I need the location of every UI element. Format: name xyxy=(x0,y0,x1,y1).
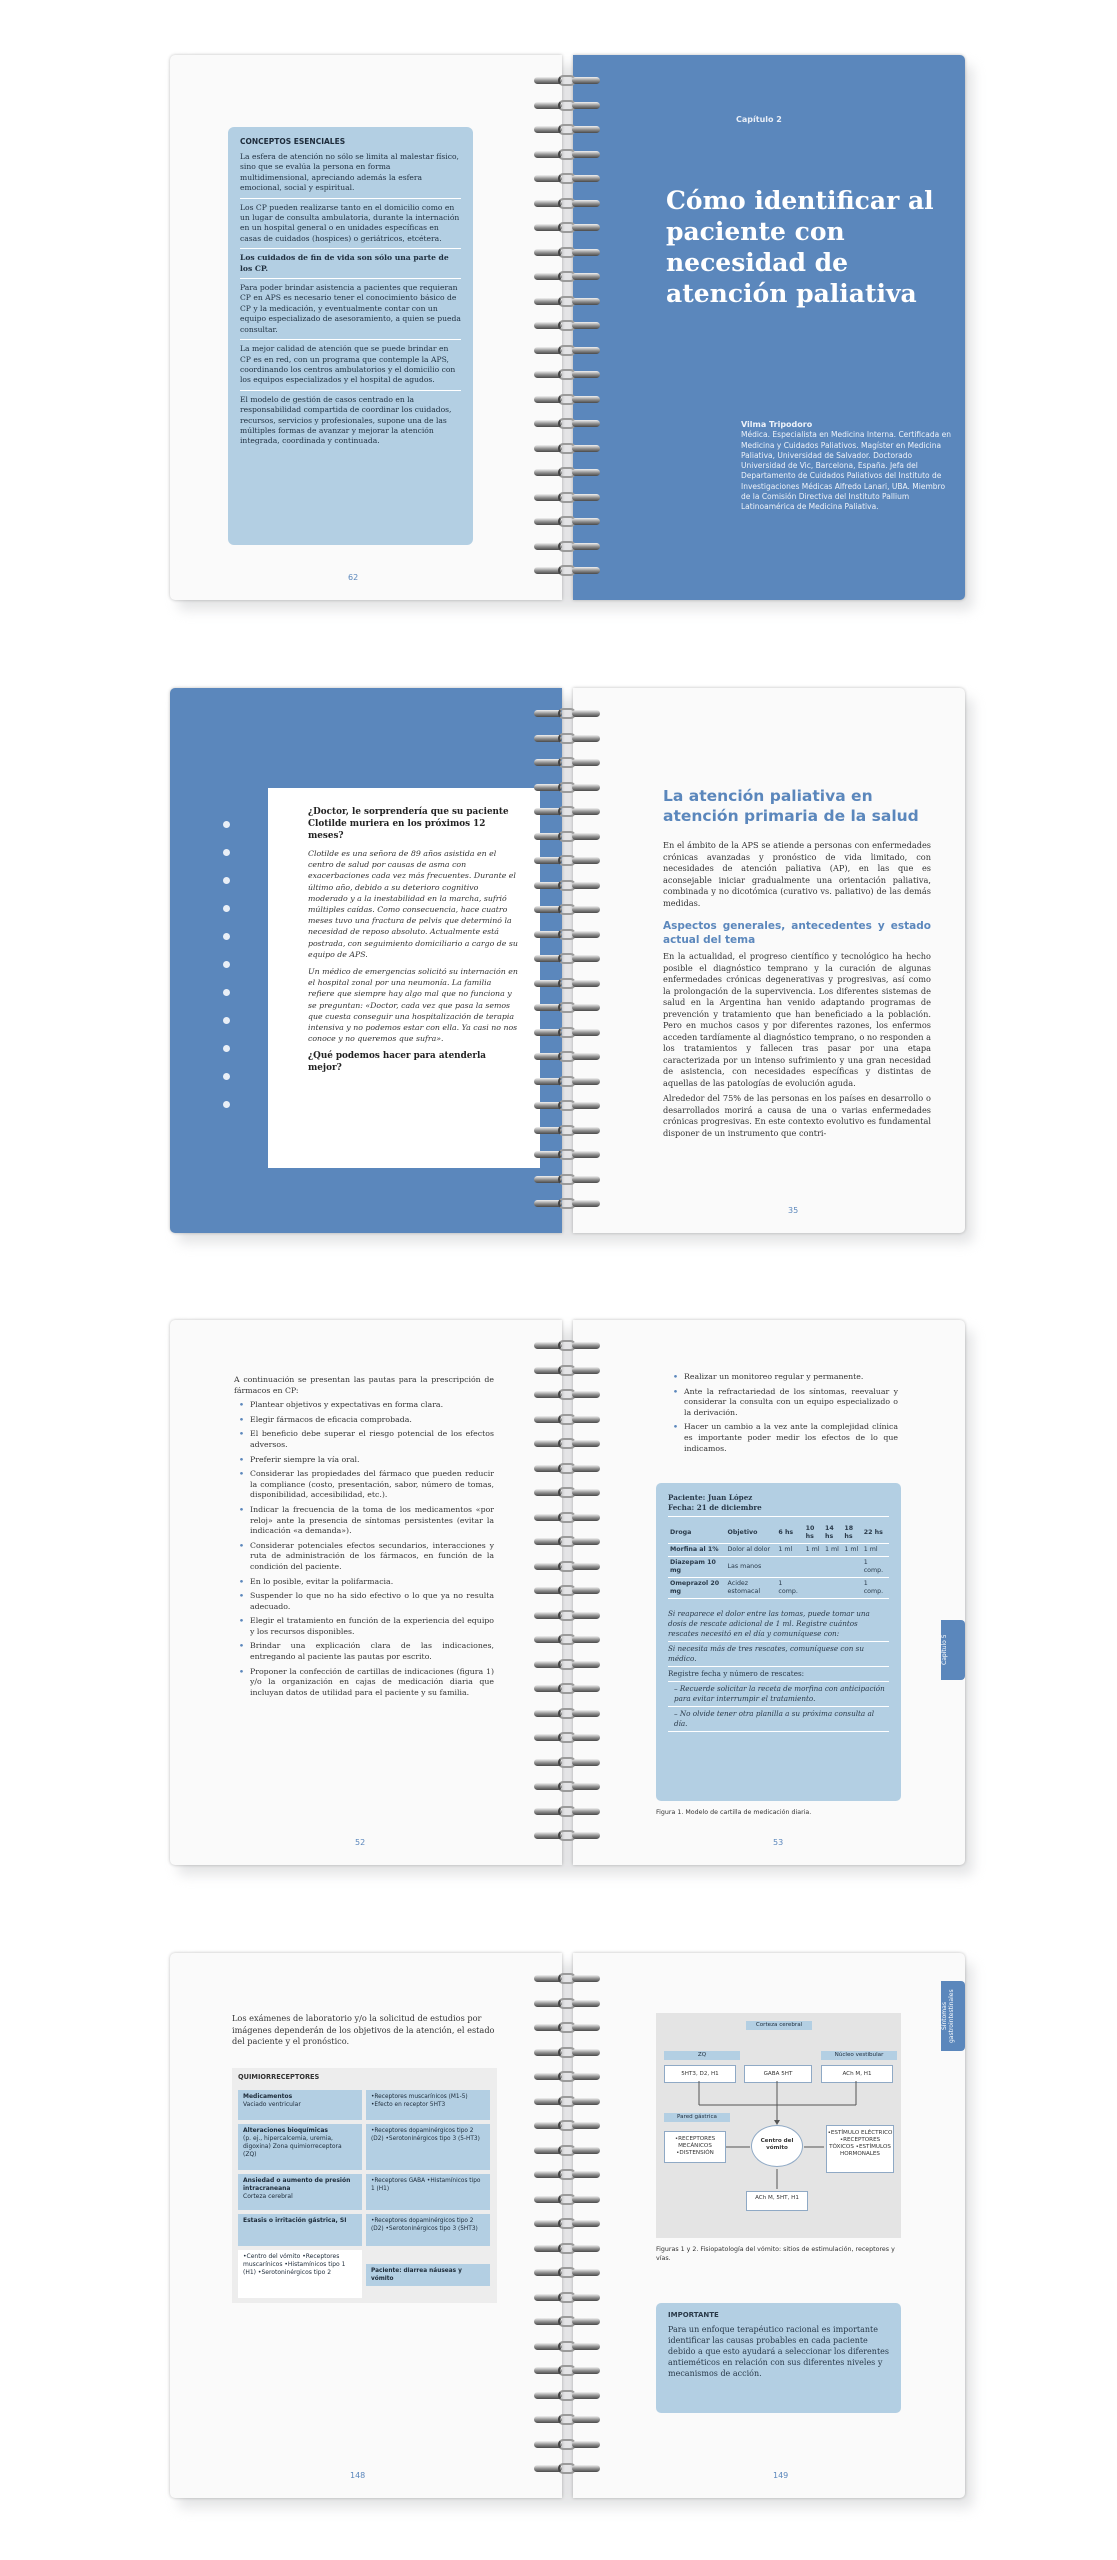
spiral-coil xyxy=(534,443,600,455)
table-header: Objetivo xyxy=(726,1523,777,1544)
diagram-node: ACh M, 5HT, H1 xyxy=(746,2191,808,2211)
spiral-coil xyxy=(534,2439,600,2451)
spiral-coil xyxy=(534,418,600,430)
case-card xyxy=(268,788,540,1168)
spiral-coil xyxy=(534,1365,600,1377)
concept-item: Para poder brindar asistencia a pacientes que requieran CP en APS es necesario tener el conocimiento básico de CP y la medicación, y eventualmente contar con un equipo especializado de asesoramiento, a quien se pueda consultar. xyxy=(240,283,461,340)
spiral-coil xyxy=(534,320,600,332)
spiral-coil xyxy=(534,953,600,965)
list-item: • Realizar un monitoreo regular y permanente. xyxy=(684,1372,898,1383)
spiral-coil xyxy=(534,1512,600,1524)
concept-item: Los CP pueden realizarse tanto en el domicilio como en un lugar de consulta ambulatoria, durante la internación en un hospital general o en unidades específicas en casas de cuidados (hospices) o geriátricos, etcétera. xyxy=(240,203,461,250)
vomiting-pathway-diagram xyxy=(656,2013,901,2238)
card-note: – No olvide tener otra planilla a su próxima consulta al día. xyxy=(668,1707,889,1732)
spiral-coil xyxy=(534,2218,600,2230)
spiral-coil xyxy=(534,2047,600,2059)
spiral-coil xyxy=(534,2292,600,2304)
spiral-coil xyxy=(534,782,600,794)
list-item: • Indicar la frecuencia de la toma de los medicamentos «por reloj» ante la presencia de síntomas persistentes (evitar la indicación «a demanda»). xyxy=(250,1505,494,1537)
spiral-coil xyxy=(534,1414,600,1426)
page-number: 149 xyxy=(773,2471,789,2480)
spiral-coil xyxy=(534,2096,600,2108)
card-note: Registre fecha y número de rescates: xyxy=(668,1667,889,1682)
spiral-coil xyxy=(534,1027,600,1039)
receptor-row: Alteraciones bioquímicas (p. ej., hipercalcemia, uremia, digoxina) Zona quimiorreceptora (ZQ) •Receptores dopaminérgicos tipo 2 (D2) •Serotoninérgicos tipo 3 (5-HT3) xyxy=(238,2124,490,2170)
spiral-coil xyxy=(534,2463,600,2475)
list-item: • Proponer la confección de cartillas de indicaciones (figura 1) y/o la organización en cajas de medicación diaria que incluyan datos de utilidad para el paciente y su familia. xyxy=(250,1667,494,1699)
date-line: Fecha: 21 de diciembre xyxy=(668,1503,889,1517)
important-heading: IMPORTANTE xyxy=(668,2311,719,2319)
spiral-coil xyxy=(534,271,600,283)
panel-heading: QUIMIORRECEPTORES xyxy=(238,2073,320,2081)
spiral-coil xyxy=(534,198,600,210)
right-page xyxy=(573,1953,965,2498)
right-page xyxy=(573,1320,965,1865)
spiral-coil xyxy=(534,394,600,406)
card-note: Si reaparece el dolor entre las tomas, puede tomar una dosis de rescate adicional de 1 ml. Registre cuántos rescates necesitó en el día y comuníquese con: xyxy=(668,1607,889,1642)
left-page xyxy=(170,1320,562,1865)
spiral-coil xyxy=(534,733,600,745)
page-number: 148 xyxy=(350,2471,366,2480)
spiral-coil xyxy=(534,565,600,577)
diagram-node: Centro del vómito xyxy=(751,2125,803,2167)
page-number: 62 xyxy=(348,573,359,582)
spiral-coil xyxy=(534,1149,600,1161)
spiral-coil xyxy=(534,75,600,87)
spiral-coil xyxy=(534,1536,600,1548)
paragraph: Los exámenes de laboratorio y/o la solicitud de estudios por imágenes dependerán de los objetivos de la atención, el estado del paciente y el pronóstico. xyxy=(232,2013,495,2046)
spiral-coil xyxy=(534,2390,600,2402)
spiral-coil xyxy=(534,2169,600,2181)
right-page xyxy=(573,688,965,1233)
spiral-coil xyxy=(534,1732,600,1744)
left-page xyxy=(170,1953,562,2498)
chapter-side-tab: Capítulo 5 xyxy=(941,1620,965,1680)
spiral-coil xyxy=(534,1998,600,2010)
spiral-coil xyxy=(534,1174,600,1186)
spiral-coil xyxy=(534,1634,600,1646)
page-number: 35 xyxy=(788,1206,799,1215)
list-item: • Ante la refractariedad de los síntomas, reevaluar y considerar la consulta con un equipo especializado o la derivación. xyxy=(684,1387,898,1419)
spiral-coil xyxy=(534,1781,600,1793)
spiral-coil xyxy=(534,1830,600,1842)
spiral-coil xyxy=(534,492,600,504)
list-item: • Considerar potenciales efectos secundarios, interacciones y ruta de administración de los fármacos, en función de la condición del paciente. xyxy=(250,1541,494,1573)
list-item: • Plantear objetivos y expectativas en forma clara. xyxy=(250,1400,494,1411)
spiral-binding xyxy=(534,708,600,1223)
table-header: 14 hs xyxy=(823,1523,842,1544)
important-box xyxy=(656,2303,901,2413)
diagram-node: •RECEPTORES MECÁNICOS •DISTENSIÓN xyxy=(664,2131,726,2163)
diagram-node: GABA 5HT xyxy=(744,2065,812,2083)
case-paragraph: Clotilde es una señora de 89 años asistida en el centro de salud por causas de asma con exacerbaciones cada vez más frecuentes. Durante el último año, debido a su deterioro cognitivo moderado y a la inestabilidad en la marcha, sufrió múltiples caídas. Como consecuencia, hace cuatro meses tuvo una fractura de pelvis que determinó la necesidad de reposo absoluto. Actualmente está postrada, con seguimiento domiciliario a cargo de su equipo de APS. xyxy=(308,849,518,959)
spiral-coil xyxy=(534,880,600,892)
diagram-label: Pared gástrica xyxy=(664,2113,730,2122)
spiral-binding xyxy=(534,1973,600,2488)
spiral-coil xyxy=(534,1125,600,1137)
spiral-coil xyxy=(534,2194,600,2206)
spiral-coil xyxy=(534,1585,600,1597)
essential-concepts-box xyxy=(228,127,473,545)
spiral-coil xyxy=(534,173,600,185)
table-row: Morfina al 1% Dolor al dolor 1 ml 1 ml 1 ml 1 ml 1 ml xyxy=(668,1544,889,1557)
author-name: Vilma Tripodoro xyxy=(741,420,813,429)
table-row: Omeprazol 20 mg Acidez estomacal 1 comp. 1 comp. xyxy=(668,1578,889,1599)
spiral-coil xyxy=(534,149,600,161)
chapter-label: Capítulo 2 xyxy=(736,115,782,124)
spiral-coil xyxy=(534,929,600,941)
list-item: • Hacer un cambio a la vez ante la complejidad clínica es importante poder medir los efectos de lo que indicamos. xyxy=(684,1422,898,1454)
important-text: Para un enfoque terapéutico racional es importante identificar las causas probables en cada paciente debido a que esto ayudará a seleccionar los diferentes antieméticos en relación con sus diferentes niveles y mecanismos de acción. xyxy=(668,2325,889,2378)
spiral-coil xyxy=(534,541,600,553)
left-page xyxy=(170,55,562,600)
list-item: • Considerar las propiedades del fármaco que pueden reducir la compliance (costo, presentación, sabor, número de tomas, disponibilidad, accesibilidad, etc.). xyxy=(250,1469,494,1501)
chapter-side-tab: Síntomas gastrointestinales xyxy=(941,1981,965,2051)
spiral-coil xyxy=(534,1806,600,1818)
spiral-coil xyxy=(534,2267,600,2279)
guideline-list xyxy=(234,1400,494,1698)
spiral-coil xyxy=(534,1610,600,1622)
box-heading: CONCEPTOS ESENCIALES xyxy=(240,137,346,146)
book-spread-2 xyxy=(170,688,965,1233)
spiral-coil xyxy=(534,1076,600,1088)
spiral-coil xyxy=(534,1561,600,1573)
diagram-label: ZQ xyxy=(664,2051,740,2060)
spiral-coil xyxy=(534,2365,600,2377)
spiral-coil xyxy=(534,855,600,867)
table-header: Droga xyxy=(668,1523,726,1544)
book-spread-1 xyxy=(170,55,965,600)
spiral-coil xyxy=(534,2341,600,2353)
list-item: • Brindar una explicación clara de las indicaciones, entregando al paciente las pautas por escrito. xyxy=(250,1641,494,1662)
spiral-coil xyxy=(534,2120,600,2132)
book-spread-3 xyxy=(170,1320,965,1865)
table-row: Diazepam 10 mg Las manos 1 comp. xyxy=(668,1557,889,1578)
section-title: La atención paliativa en atención primaria de la salud xyxy=(663,787,919,825)
paragraph: En la actualidad, el progreso científico y tecnológico ha hecho posible el diagnóstico temprano y la curación de algunas enfermedades crónicas degenerativas y progresivas, así como la prolongación de la supervivencia. Los diferentes sistemas de salud en la Argentina han venido adaptando programas de prevención y tratamiento que han beneficiado a la población. Pero en muchos casos y por diferentes razones, los enfermos acceden tardíamente al diagnóstico temprano, o no responden a los tratamientos y fallecen tras pasar por una etapa caracterizada por un intenso sufrimiento y una gran necesidad de asistencia, con necesidades específicas y distintas de aquellas de las patologías de evolución aguda. xyxy=(663,951,931,1088)
spiral-coil xyxy=(534,1487,600,1499)
spiral-coil xyxy=(534,1659,600,1671)
diagram-label: Núcleo vestibular xyxy=(821,2051,897,2060)
medication-table xyxy=(668,1523,889,1599)
diagram-node: •ESTÍMULO ELÉCTRICO •RECEPTORES TÓXICOS •ESTÍMULOS HORMONALES xyxy=(826,2125,894,2173)
paragraph: A continuación se presentan las pautas para la prescripción de fármacos en CP: xyxy=(234,1375,494,1395)
monitoring-bullets xyxy=(668,1372,898,1458)
diagram-node: ACh M, H1 xyxy=(821,2065,893,2083)
bullet-dots xyxy=(222,820,236,1120)
spiral-coil xyxy=(534,708,600,720)
concept-item: Los cuidados de fin de vida son sólo una parte de los CP. xyxy=(240,253,461,279)
spiral-coil xyxy=(534,1051,600,1063)
spiral-coil xyxy=(534,124,600,136)
figure-caption: Figuras 1 y 2. Fisiopatología del vómito: sitios de estimulación, receptores y vías. xyxy=(656,2246,895,2262)
spiral-coil xyxy=(534,222,600,234)
concept-item: La esfera de atención no sólo se limita al malestar físico, sino que se evalúa la persona en forma multidimensional, apreciando además la esfera emocional, social y espiritual. xyxy=(240,152,461,199)
receptor-row: •Centro del vómito •Receptores muscarínicos •Histamínicos tipo 1 (H1) •Serotoninérgicos tipo 2 Paciente: diarrea náuseas y vómito xyxy=(238,2250,490,2298)
list-item: • Elegir el tratamiento en función de la experiencia del equipo y los recursos disponibles. xyxy=(250,1616,494,1637)
receptors-panel xyxy=(232,2068,497,2303)
bullet-list xyxy=(668,1372,898,1454)
spiral-coil xyxy=(534,1708,600,1720)
spiral-coil xyxy=(534,1100,600,1112)
table-header: 18 hs xyxy=(842,1523,861,1544)
page-number: 52 xyxy=(355,1838,366,1847)
diagram-label: Corteza cerebral xyxy=(746,2021,812,2030)
author-bio: Médica. Especialista en Medicina Interna. Certificada en Medicina y Cuidados Paliativos. Magíster en Medicina Paliativa, Universidad de Salvador. Doctorado Universidad de Vic, Barcelona, España. Jefa del Departamento de Cuidados Paliativos del Instituto de Investigaciones Médicas Alfredo Lanari, UBA. Miembro de la Comisión Directiva del Instituto Pallium Latinoamérica de Medicina Paliativa. xyxy=(741,430,951,512)
subsection-title: Aspectos generales, antecedentes y estado actual del tema xyxy=(663,920,931,946)
page-number: 53 xyxy=(773,1838,784,1847)
book-spread-4 xyxy=(170,1953,965,2498)
spiral-coil xyxy=(534,978,600,990)
spiral-coil xyxy=(534,1002,600,1014)
receptor-row: Medicamentos Vaciado ventricular •Receptores muscarínicos (M1-5) •Efecto en receptor 5HT3 xyxy=(238,2090,490,2120)
spiral-coil xyxy=(534,2243,600,2255)
case-question: ¿Qué podemos hacer para atenderla mejor? xyxy=(308,1051,487,1074)
spiral-coil xyxy=(534,516,600,528)
concept-item: El modelo de gestión de casos centrado en la responsabilidad compartida de coordinar los cuidados, recursos, servicios y profesionales, supone una de las múltiples formas de avanzar y mejorar la atención integrada, coordinada y continuada. xyxy=(240,394,452,446)
chapter-title: Cómo identificar al paciente con necesidad de atención paliativa xyxy=(666,186,934,308)
spiral-coil xyxy=(534,2316,600,2328)
spiral-coil xyxy=(534,467,600,479)
list-item: • El beneficio debe superar el riesgo potencial de los efectos adversos. xyxy=(250,1429,494,1450)
diagram-node: 5HT3, D2, H1 xyxy=(664,2065,736,2083)
card-note: – Recuerde solicitar la receta de morfina con anticipación para evitar interrumpir el tratamiento. xyxy=(668,1682,889,1707)
receptor-row: Ansiedad o aumento de presión intracraneana Corteza cerebral •Receptores GABA •Histamínicos tipo 1 (H1) xyxy=(238,2174,490,2210)
list-item: • En lo posible, evitar la polifarmacia. xyxy=(250,1577,494,1588)
paragraph: En el ámbito de la APS se atiende a personas con enfermedades crónicas avanzadas y pronóstico de vida limitado, con necesidades de atención paliativa (AP), en las que es aconsejable iniciar gradualmente una orientación paliativa, combinada y no dicotómica (curativo vs. paliativo) de las demás medidas. xyxy=(663,840,931,908)
spiral-coil xyxy=(534,247,600,259)
list-item: • Suspender lo que no ha sido efectivo o lo que ya no resulta adecuado. xyxy=(250,1591,494,1612)
medication-card xyxy=(656,1483,901,1801)
table-header: 10 hs xyxy=(804,1523,823,1544)
spiral-binding xyxy=(534,75,600,590)
concept-item: La mejor calidad de atención que se puede brindar en CP es en red, con un programa que contemple la APS, coordinando los centros ambulatorios y el domicilio con los equipos especializados y el hospital de agudos. xyxy=(240,344,461,391)
patient-line: Paciente: Juan López xyxy=(668,1493,753,1502)
author-block xyxy=(741,420,951,513)
spiral-coil xyxy=(534,345,600,357)
chapter-cover-page xyxy=(573,55,965,600)
spiral-coil xyxy=(534,2071,600,2083)
spiral-coil xyxy=(534,757,600,769)
spiral-coil xyxy=(534,806,600,818)
spiral-coil xyxy=(534,1389,600,1401)
paragraph: Alrededor del 75% de las personas en los países en desarrollo o desarrollados morirá a causa de una o varias enfermedades crónicas progresivas. En este contexto evolutivo es fundamental disponer de un instrumento que contri- xyxy=(663,1093,931,1138)
list-item: • Elegir fármacos de eficacia comprobada. xyxy=(250,1415,494,1426)
card-note: Si necesita más de tres rescates, comuníquese con su médico. xyxy=(668,1642,889,1667)
receptor-row: Estasis o irritación gástrica, SI •Receptores dopaminérgicos tipo 2 (D2) •Serotoninérgicos tipo 3 (5HT3) xyxy=(238,2214,490,2246)
spiral-coil xyxy=(534,1973,600,1985)
spiral-coil xyxy=(534,1463,600,1475)
spiral-coil xyxy=(534,2145,600,2157)
list-item: • Preferir siempre la vía oral. xyxy=(250,1455,494,1466)
spiral-coil xyxy=(534,1198,600,1210)
spiral-coil xyxy=(534,2022,600,2034)
table-header: 22 hs xyxy=(862,1523,889,1544)
spiral-coil xyxy=(534,1683,600,1695)
spiral-coil xyxy=(534,1438,600,1450)
spiral-coil xyxy=(534,831,600,843)
spiral-coil xyxy=(534,369,600,381)
spiral-coil xyxy=(534,296,600,308)
spiral-coil xyxy=(534,1757,600,1769)
spiral-coil xyxy=(534,2414,600,2426)
spiral-coil xyxy=(534,100,600,112)
spiral-binding xyxy=(534,1340,600,1855)
table-header: 6 hs xyxy=(776,1523,803,1544)
case-paragraph: Un médico de emergencias solicitó su internación en el hospital zonal por una neumonía. La familia refiere que siempre hay algo mal que no funciona y se preguntan: «Doctor, cada vez que pasa la semos que cuesta conseguir una hospitalización de terapia intensiva y no podemos estar con ella. Ya casi no nos conoce y no queremos que sufra». xyxy=(308,967,518,1044)
section-body xyxy=(663,840,931,1143)
left-page xyxy=(170,688,562,1233)
spiral-coil xyxy=(534,1340,600,1352)
prescription-guidelines xyxy=(234,1375,494,1702)
diagram-arrows xyxy=(656,2013,901,2238)
figure-caption: Figura 1. Modelo de cartilla de medicación diaria. xyxy=(656,1809,812,1816)
case-question: ¿Doctor, le sorprendería que su paciente Clotilde muriera en los próximos 12 meses? xyxy=(308,807,509,841)
spiral-coil xyxy=(534,904,600,916)
